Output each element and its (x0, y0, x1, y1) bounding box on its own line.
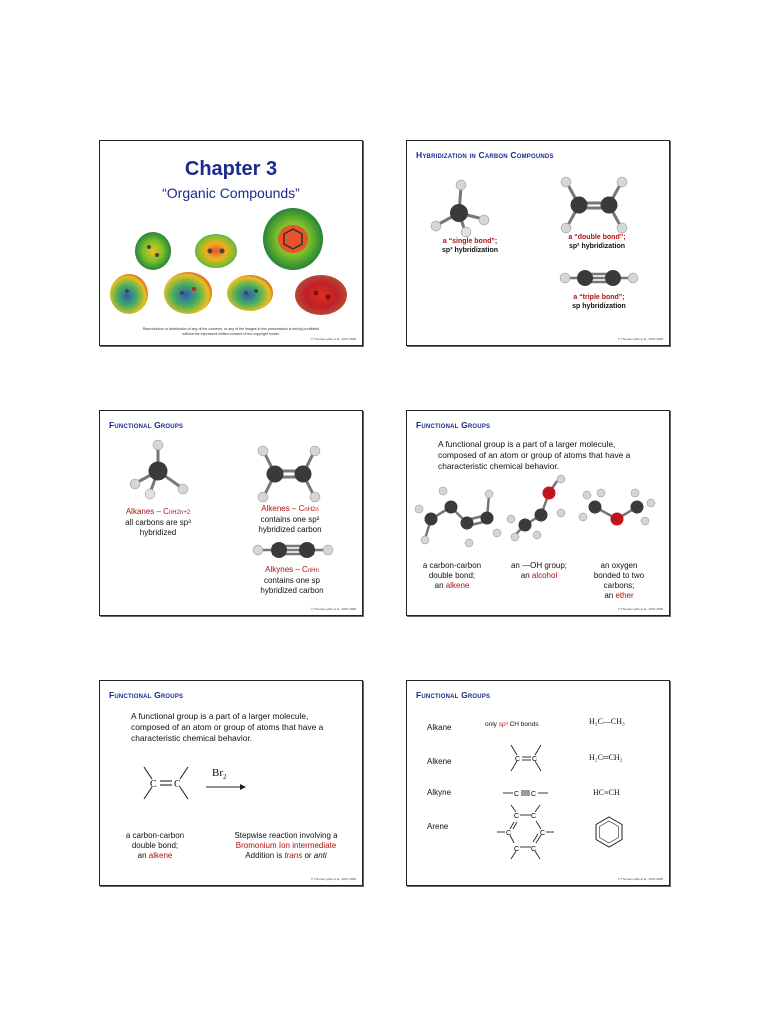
ether-caption-4: an ether (604, 591, 634, 600)
slide-title: Functional Groups (109, 420, 184, 430)
epm-molecule-6 (227, 275, 273, 311)
arene-c-1: C (514, 813, 520, 820)
definition-line-3: characteristic chemical behavior. (131, 733, 253, 743)
definition-line-1: A functional group is a part of a larger molecule, (131, 711, 309, 721)
epm-ethene (195, 234, 237, 268)
epm-molecule-7 (295, 275, 347, 315)
ether-caption-1: an oxygen (600, 561, 638, 570)
slide-footer: © Thomas Lyttle et al., 2007-2008 (617, 607, 663, 611)
ethyne-ball-stick (407, 141, 669, 345)
formula-alkyne: HC≡CH (593, 788, 620, 797)
alkene-caption (412, 561, 492, 591)
slide-title: Functional Groups (416, 420, 491, 430)
notice-line-2: without the expressed written consent of the copyright holder. (182, 331, 280, 336)
alkanes-desc-2: hybridized (139, 528, 177, 537)
row-name-alkene: Alkene (427, 757, 452, 766)
formula-alkene: H₂C═CH₂ (589, 753, 623, 762)
slide-footer: © Thomas Lyttle et al., 2007-2008 (617, 337, 663, 341)
alcohol-caption-1: an —OH group; (510, 561, 568, 570)
double-bond-text: a “double bond”; (568, 234, 626, 241)
alkane-note: only sp³ CH bonds (485, 721, 539, 728)
slide-title: Functional Groups (109, 690, 184, 700)
alkynes-desc-1: contains one sp (263, 576, 321, 585)
row-name-alkyne: Alkyne (427, 788, 452, 797)
slide-functional-groups-4 (406, 680, 670, 886)
alkene-caption-3: an alkene (434, 581, 470, 590)
arene-c-4: C (540, 830, 546, 837)
reaction-line-2: Bromonium Ion intermediate (235, 841, 337, 850)
alkene-model (415, 487, 501, 547)
ether-caption-2: bonded to two (593, 571, 645, 580)
alkene-caption-1: a carbon-carbon (125, 831, 185, 840)
slide-title: Hybridization in Carbon Compounds (416, 150, 554, 160)
alkanes-desc-1: all carbons are sp³ (125, 518, 191, 527)
definition-line-2: composed of an atom or group of atoms that have a (131, 722, 324, 732)
arene-c-3: C (506, 830, 512, 837)
epm-molecule-5 (164, 272, 212, 314)
alkene-caption-2: double bond; (131, 841, 179, 850)
structure-drawings (407, 681, 669, 885)
alkyne-c-right: C (531, 791, 537, 798)
arene-c-2: C (531, 813, 537, 820)
definition-line-2: composed of an atom or group of atoms that have a (438, 450, 631, 460)
sp2-hybridization-text: sp² hybridization (569, 243, 625, 250)
c-atom-right: C (174, 779, 181, 790)
arene-c-6: C (531, 846, 537, 853)
alkenes-desc-1: contains one sp² (260, 515, 320, 524)
slide-footer: © Thomas Lyttle et al., 2007-2008 (617, 877, 663, 881)
notice-line-1: Reproduction or distribution of any of the contents, or any of the images in this presentation is strictly prohibited (142, 327, 320, 331)
ether-caption (583, 561, 655, 601)
reaction-line-3: Addition is trans or anti (245, 851, 327, 860)
single-bond-text: a “single bond”; (442, 238, 498, 245)
reagent-label: $Br_2$ (212, 767, 227, 782)
formula-alkane: H₃C—CH₃ (589, 717, 625, 726)
copyright-notice (100, 327, 362, 336)
alcohol-model (507, 475, 565, 541)
slide-footer: © Thomas Lyttle et al., 2007-2008 (310, 877, 356, 881)
reaction-line-1: Stepwise reaction involving a (234, 831, 338, 840)
sp-hybridization-text: sp hybridization (572, 303, 626, 310)
alkyne-c-left: C (514, 791, 520, 798)
definition-line-1: A functional group is a part of a larger molecule, (438, 439, 616, 449)
alcohol-caption-2: an alcohol (520, 571, 558, 580)
sp3-hybridization-text: sp³ hybridization (442, 247, 498, 254)
slide-title: Functional Groups (416, 690, 491, 700)
slide-chapter-title (99, 140, 363, 346)
epm-benzene (263, 208, 323, 270)
triple-bond-label (549, 293, 649, 311)
ether-model (579, 489, 655, 526)
epm-molecule-4 (110, 274, 148, 314)
slide-footer: © Thomas Lyttle et al., 2007-2008 (310, 607, 356, 611)
alkene-c-left: C (515, 756, 521, 763)
arene-c-5: C (514, 846, 520, 853)
electrostatic-potential-maps (100, 141, 362, 345)
ether-caption-3: carbons; (603, 581, 635, 590)
definition-line-3: characteristic chemical behavior. (438, 461, 560, 471)
benzene-ring-icon (596, 817, 622, 847)
reaction-description (210, 831, 362, 861)
alkene-c-right: C (532, 756, 538, 763)
row-name-alkane: Alkane (427, 723, 452, 732)
alkene-caption-1: a carbon-carbon (422, 561, 482, 570)
chapter-subtitle: “Organic Compounds” (162, 185, 300, 201)
alkynes-desc-2: hybridized carbon (260, 586, 324, 595)
slide-functional-groups-2 (406, 410, 670, 616)
epm-ethane (135, 232, 171, 270)
alcohol-caption (501, 561, 577, 581)
alkenes-desc-2: hybridized carbon (258, 525, 322, 534)
slide-hybridization (406, 140, 670, 346)
slide-functional-groups-3 (99, 680, 363, 886)
slide-footer: © Thomas Lyttle et al., 2007-2008 (310, 337, 356, 341)
triple-bond-text: a “triple bond”; (573, 294, 625, 301)
chapter-title: Chapter 3 (184, 158, 278, 180)
alkyne-structure (503, 791, 548, 795)
c-atom-left: C (150, 779, 157, 790)
alkene-caption-2: double bond; (428, 571, 476, 580)
alkenes-name: Alkenes – CnH2n (261, 504, 319, 513)
alkynes-label (242, 565, 342, 596)
alkene-caption (114, 831, 196, 861)
row-name-arene: Arene (427, 822, 449, 831)
alkene-caption-3: an alkene (137, 851, 173, 860)
slide-functional-groups-1 (99, 410, 363, 616)
alkanes-name: Alkanes – CnH2n+2 (125, 507, 191, 516)
alkynes-name: Alkynes – CnHn (265, 565, 319, 574)
